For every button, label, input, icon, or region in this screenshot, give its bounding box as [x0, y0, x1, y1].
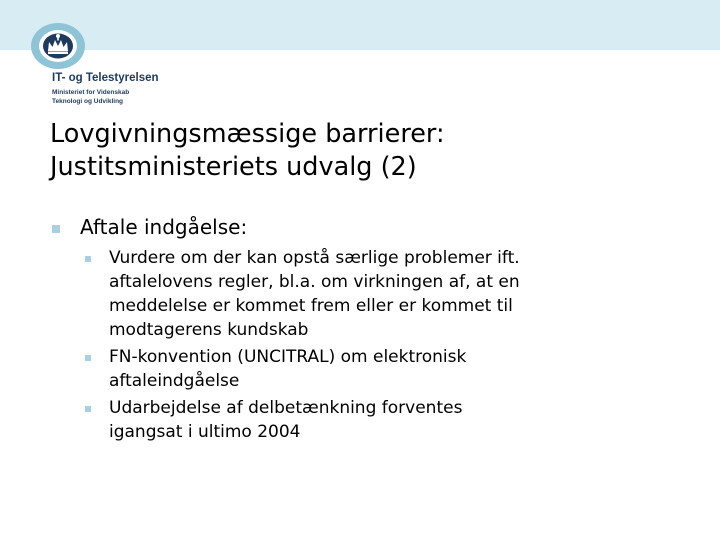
slide-body	[50, 214, 690, 447]
sub-bullet-item	[80, 396, 690, 444]
sub-bullet-text-line: Udarbejdelse af delbetænkning forventes	[109, 398, 463, 418]
ministry-name-line-2: Teknologi og Udvikling	[52, 98, 124, 105]
bullet-label: Aftale indgåelse:	[80, 215, 248, 239]
sub-bullet-text-line: igangsat i ultimo 2004	[109, 422, 301, 442]
sub-bullet-text-line: FN-konvention (UNCITRAL) om elektronisk	[109, 347, 467, 367]
sub-bullet-text-line: aftaleindgåelse	[109, 371, 240, 391]
slide-title-line: Lovgivningsmæssige barrierer:	[50, 119, 445, 149]
square-bullet-icon	[52, 225, 60, 233]
crown-emblem-icon	[28, 20, 88, 74]
sub-bullet-text-line: modtagerens kundskab	[109, 320, 309, 340]
slide-title	[50, 118, 690, 184]
org-name: IT- og Telestyrelsen	[52, 72, 159, 84]
square-bullet-icon	[85, 355, 91, 361]
sub-bullet-item	[80, 345, 690, 393]
sub-bullet-list	[80, 246, 690, 444]
sub-bullet-item	[80, 246, 690, 342]
logo	[28, 20, 158, 110]
square-bullet-icon	[85, 256, 91, 262]
sub-bullet-text-line: aftalelovens regler, bl.a. om virkningen af, at en	[109, 272, 520, 292]
sub-bullet-text-line: Vurdere om der kan opstå særlige problemer ift.	[109, 248, 520, 268]
sub-bullet-text-line: meddelelse er kommet frem eller er kommet til	[109, 296, 513, 316]
bullet-item	[50, 214, 690, 240]
square-bullet-icon	[85, 406, 91, 412]
ministry-name-line-1: Ministeriet for Videnskab	[52, 89, 130, 96]
slide-title-line: Justitsministeriets udvalg (2)	[50, 152, 417, 182]
